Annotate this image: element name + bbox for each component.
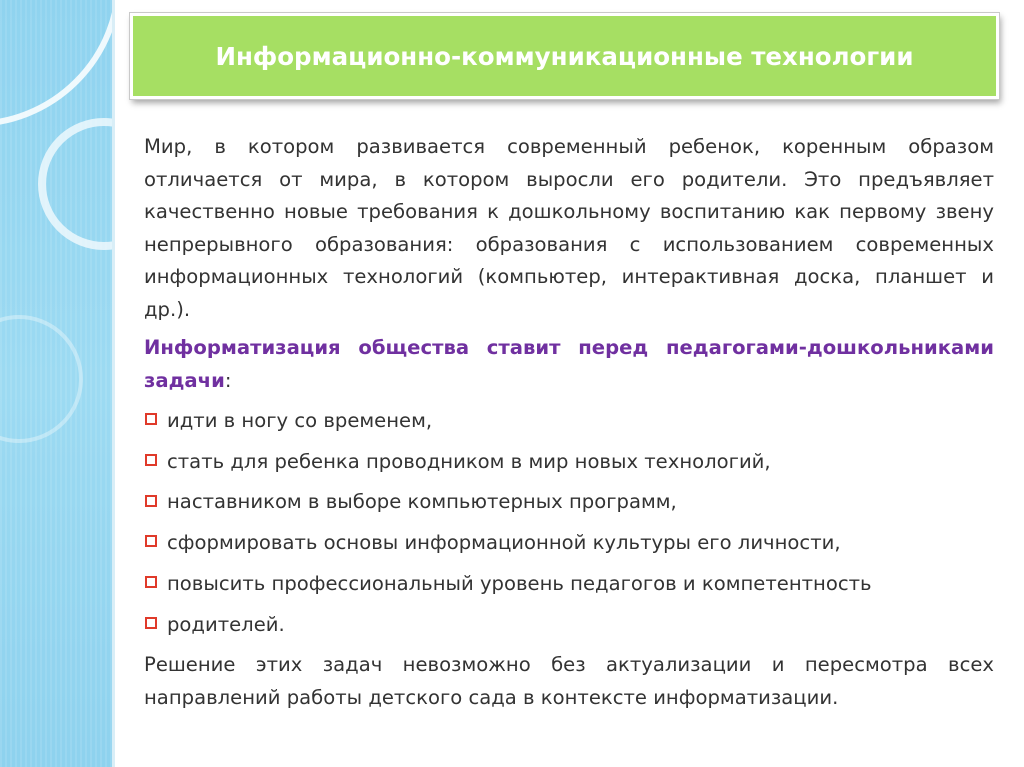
slide-title: Информационно-коммуникационные технологии <box>215 41 914 71</box>
checkbox-icon <box>145 454 157 466</box>
decorative-circle <box>38 118 112 250</box>
list-item-text: повысить профессиональный уровень педагогов и компетентность <box>167 571 872 595</box>
checkbox-icon <box>145 617 157 629</box>
list-item-text: стать для ребенка проводником в мир новых технологий, <box>167 449 771 473</box>
checkbox-icon <box>145 413 157 425</box>
list-item <box>144 482 994 523</box>
side-band-divider <box>112 0 115 767</box>
checkbox-icon <box>145 535 157 547</box>
decorative-circle <box>0 0 112 127</box>
intro-paragraph: Мир, в котором развивается современный ребенок, коренным образом отличается от мира, в котором выросли его родители. Это предъявляет качественно новые требования к дошкольному воспитанию как первому звену непрерывного образования: образования с использованием современных информационных технологий (компьютер, интерактивная доска, планшет и др.). <box>144 135 994 321</box>
list-item-text: сформировать основы информационной культуры его личности, <box>167 531 841 555</box>
emphasis-paragraph <box>144 332 994 397</box>
emphasis-colon: : <box>224 368 232 392</box>
list-item <box>144 604 994 645</box>
title-bar <box>130 13 999 99</box>
checkbox-icon <box>145 495 157 507</box>
list-item-text: родителей. <box>167 612 285 636</box>
list-item <box>144 401 994 442</box>
checkbox-icon <box>145 576 157 588</box>
task-list <box>144 401 994 645</box>
emphasis-text: Информатизация общества ставит перед педагогами-дошкольниками задачи <box>144 336 994 392</box>
decorative-side-band <box>0 0 112 767</box>
list-item <box>144 442 994 483</box>
slide-body <box>144 131 994 714</box>
list-item <box>144 564 994 605</box>
list-item-text: идти в ногу со временем, <box>167 409 433 433</box>
list-item <box>144 523 994 564</box>
list-item-text: наставником в выборе компьютерных программ, <box>167 490 677 514</box>
decorative-circle <box>0 315 83 443</box>
closing-paragraph: Решение этих задач невозможно без актуализации и пересмотра всех направлений работы детского сада в контексте информатизации. <box>144 653 994 709</box>
